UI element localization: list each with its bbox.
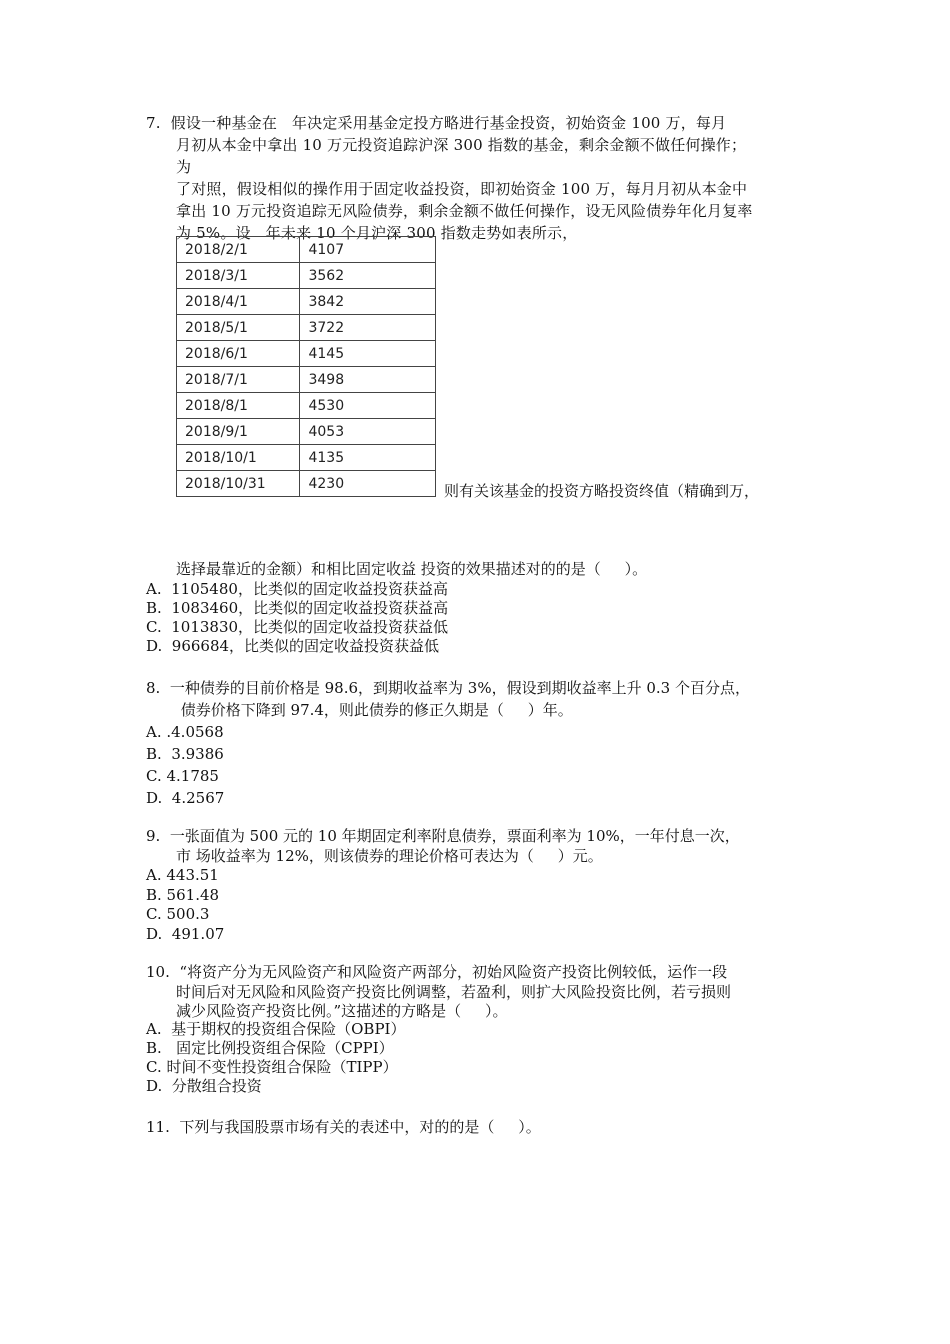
table-row <box>177 445 436 471</box>
table-row <box>177 419 436 445</box>
index-cell: 3722 <box>300 315 436 341</box>
q9-option-c: C. 500.3 <box>146 905 210 923</box>
table-row <box>177 263 436 289</box>
q7-line-1: 7. 假设一种基金在 年决定采用基金定投方略进行基金投资，初始资金 100 万，每月 <box>146 114 727 132</box>
date-cell: 2018/8/1 <box>177 393 300 419</box>
table-row <box>177 393 436 419</box>
q7-line-4: 了对照，假设相似的操作用于固定收益投资，即初始资金 100 万，每月月初从本金中 <box>176 180 748 198</box>
q8-line-2: 债券价格下降到 97.4，则此债券的修正久期是（ ）年。 <box>176 701 573 719</box>
q10-option-a: A. 基于期权的投资组合保险（OBPI） <box>146 1020 406 1038</box>
table-row <box>177 471 436 497</box>
index-cell: 4107 <box>300 237 436 263</box>
date-cell: 2018/2/1 <box>177 237 300 263</box>
q10-line-2: 时间后对无风险和风险资产投资比例调整，若盈利，则扩大风险投资比例，若亏损则 <box>176 983 732 1001</box>
q7-option-c: C. 1013830，比类似的固定收益投资获益低 <box>146 618 449 636</box>
q9-option-d: D. 491.07 <box>146 925 225 943</box>
date-cell: 2018/5/1 <box>177 315 300 341</box>
q8-option-b: B. 3.9386 <box>146 745 224 763</box>
date-cell: 2018/7/1 <box>177 367 300 393</box>
q9-option-b: B. 561.48 <box>146 886 220 904</box>
table-row <box>177 315 436 341</box>
q7-line-3: 为 <box>176 158 192 176</box>
index-table <box>176 236 436 497</box>
q11-line-1: 11. 下列与我国股票市场有关的表述中，对的的是（ ）。 <box>146 1118 541 1136</box>
date-cell: 2018/9/1 <box>177 419 300 445</box>
date-cell: 2018/4/1 <box>177 289 300 315</box>
q8-option-d: D. 4.2567 <box>146 789 225 807</box>
q10-line-1: 10. “将资产分为无风险资产和风险资产两部分，初始风险资产投资比例较低，运作一段 <box>146 963 728 981</box>
q7-option-d: D. 966684，比类似的固定收益投资获益低 <box>146 637 440 655</box>
q7-line-6: 为 5%。设 年未来 10 个月沪深 300 指数走势如表所示， <box>176 224 578 242</box>
q10-line-3: 减少风险资产投资比例。”这描述的方略是（ ）。 <box>176 1002 508 1020</box>
q8-option-a: A. .4.0568 <box>146 723 224 741</box>
q9-line-1: 9. 一张面值为 500 元的 10 年期固定利率附息债券，票面利率为 10%，一年付息一次， <box>146 827 740 845</box>
date-cell: 2018/3/1 <box>177 263 300 289</box>
q8-option-c: C. 4.1785 <box>146 767 219 785</box>
date-cell: 2018/6/1 <box>177 341 300 367</box>
q7-line-5: 拿出 10 万元投资追踪无风险债券，剩余金额不做任何操作，设无风险债券年化月复率 <box>176 202 753 220</box>
index-cell: 4530 <box>300 393 436 419</box>
table-row <box>177 367 436 393</box>
index-cell: 4230 <box>300 471 436 497</box>
index-cell: 3562 <box>300 263 436 289</box>
q8-line-1: 8. 一种债券的目前价格是 98.6，到期收益率为 3%，假设到期收益率上升 0.3 个百分点， <box>146 679 750 697</box>
q10-option-b: B. 固定比例投资组合保险（CPPI） <box>146 1039 394 1057</box>
table-row <box>177 341 436 367</box>
table-row <box>177 289 436 315</box>
q7-option-a: A. 1105480，比类似的固定收益投资获益高 <box>146 580 448 598</box>
table-row <box>177 237 436 263</box>
date-cell: 2018/10/1 <box>177 445 300 471</box>
q7-line-2: 月初从本金中拿出 10 万元投资追踪沪深 300 指数的基金，剩余金额不做任何操作； <box>176 136 747 154</box>
q10-option-d: D. 分散组合投资 <box>146 1077 262 1095</box>
index-cell: 4053 <box>300 419 436 445</box>
q10-option-c: C. 时间不变性投资组合保险（TIPP） <box>146 1058 398 1076</box>
q9-line-2: 市 场收益率为 12%，则该债券的理论价格可表达为（ ）元。 <box>176 847 603 865</box>
q9-option-a: A. 443.51 <box>146 866 219 884</box>
index-cell: 3498 <box>300 367 436 393</box>
q7-after-table: 则有关该基金的投资方略投资终值（精确到万， <box>444 482 760 500</box>
q7-option-b: B. 1083460，比类似的固定收益投资获益高 <box>146 599 449 617</box>
date-cell: 2018/10/31 <box>177 471 300 497</box>
q7-continuation: 选择最靠近的金额）和相比固定收益 投资的效果描述对的的是（ ）。 <box>176 560 648 578</box>
index-cell: 4135 <box>300 445 436 471</box>
index-cell: 3842 <box>300 289 436 315</box>
index-cell: 4145 <box>300 341 436 367</box>
